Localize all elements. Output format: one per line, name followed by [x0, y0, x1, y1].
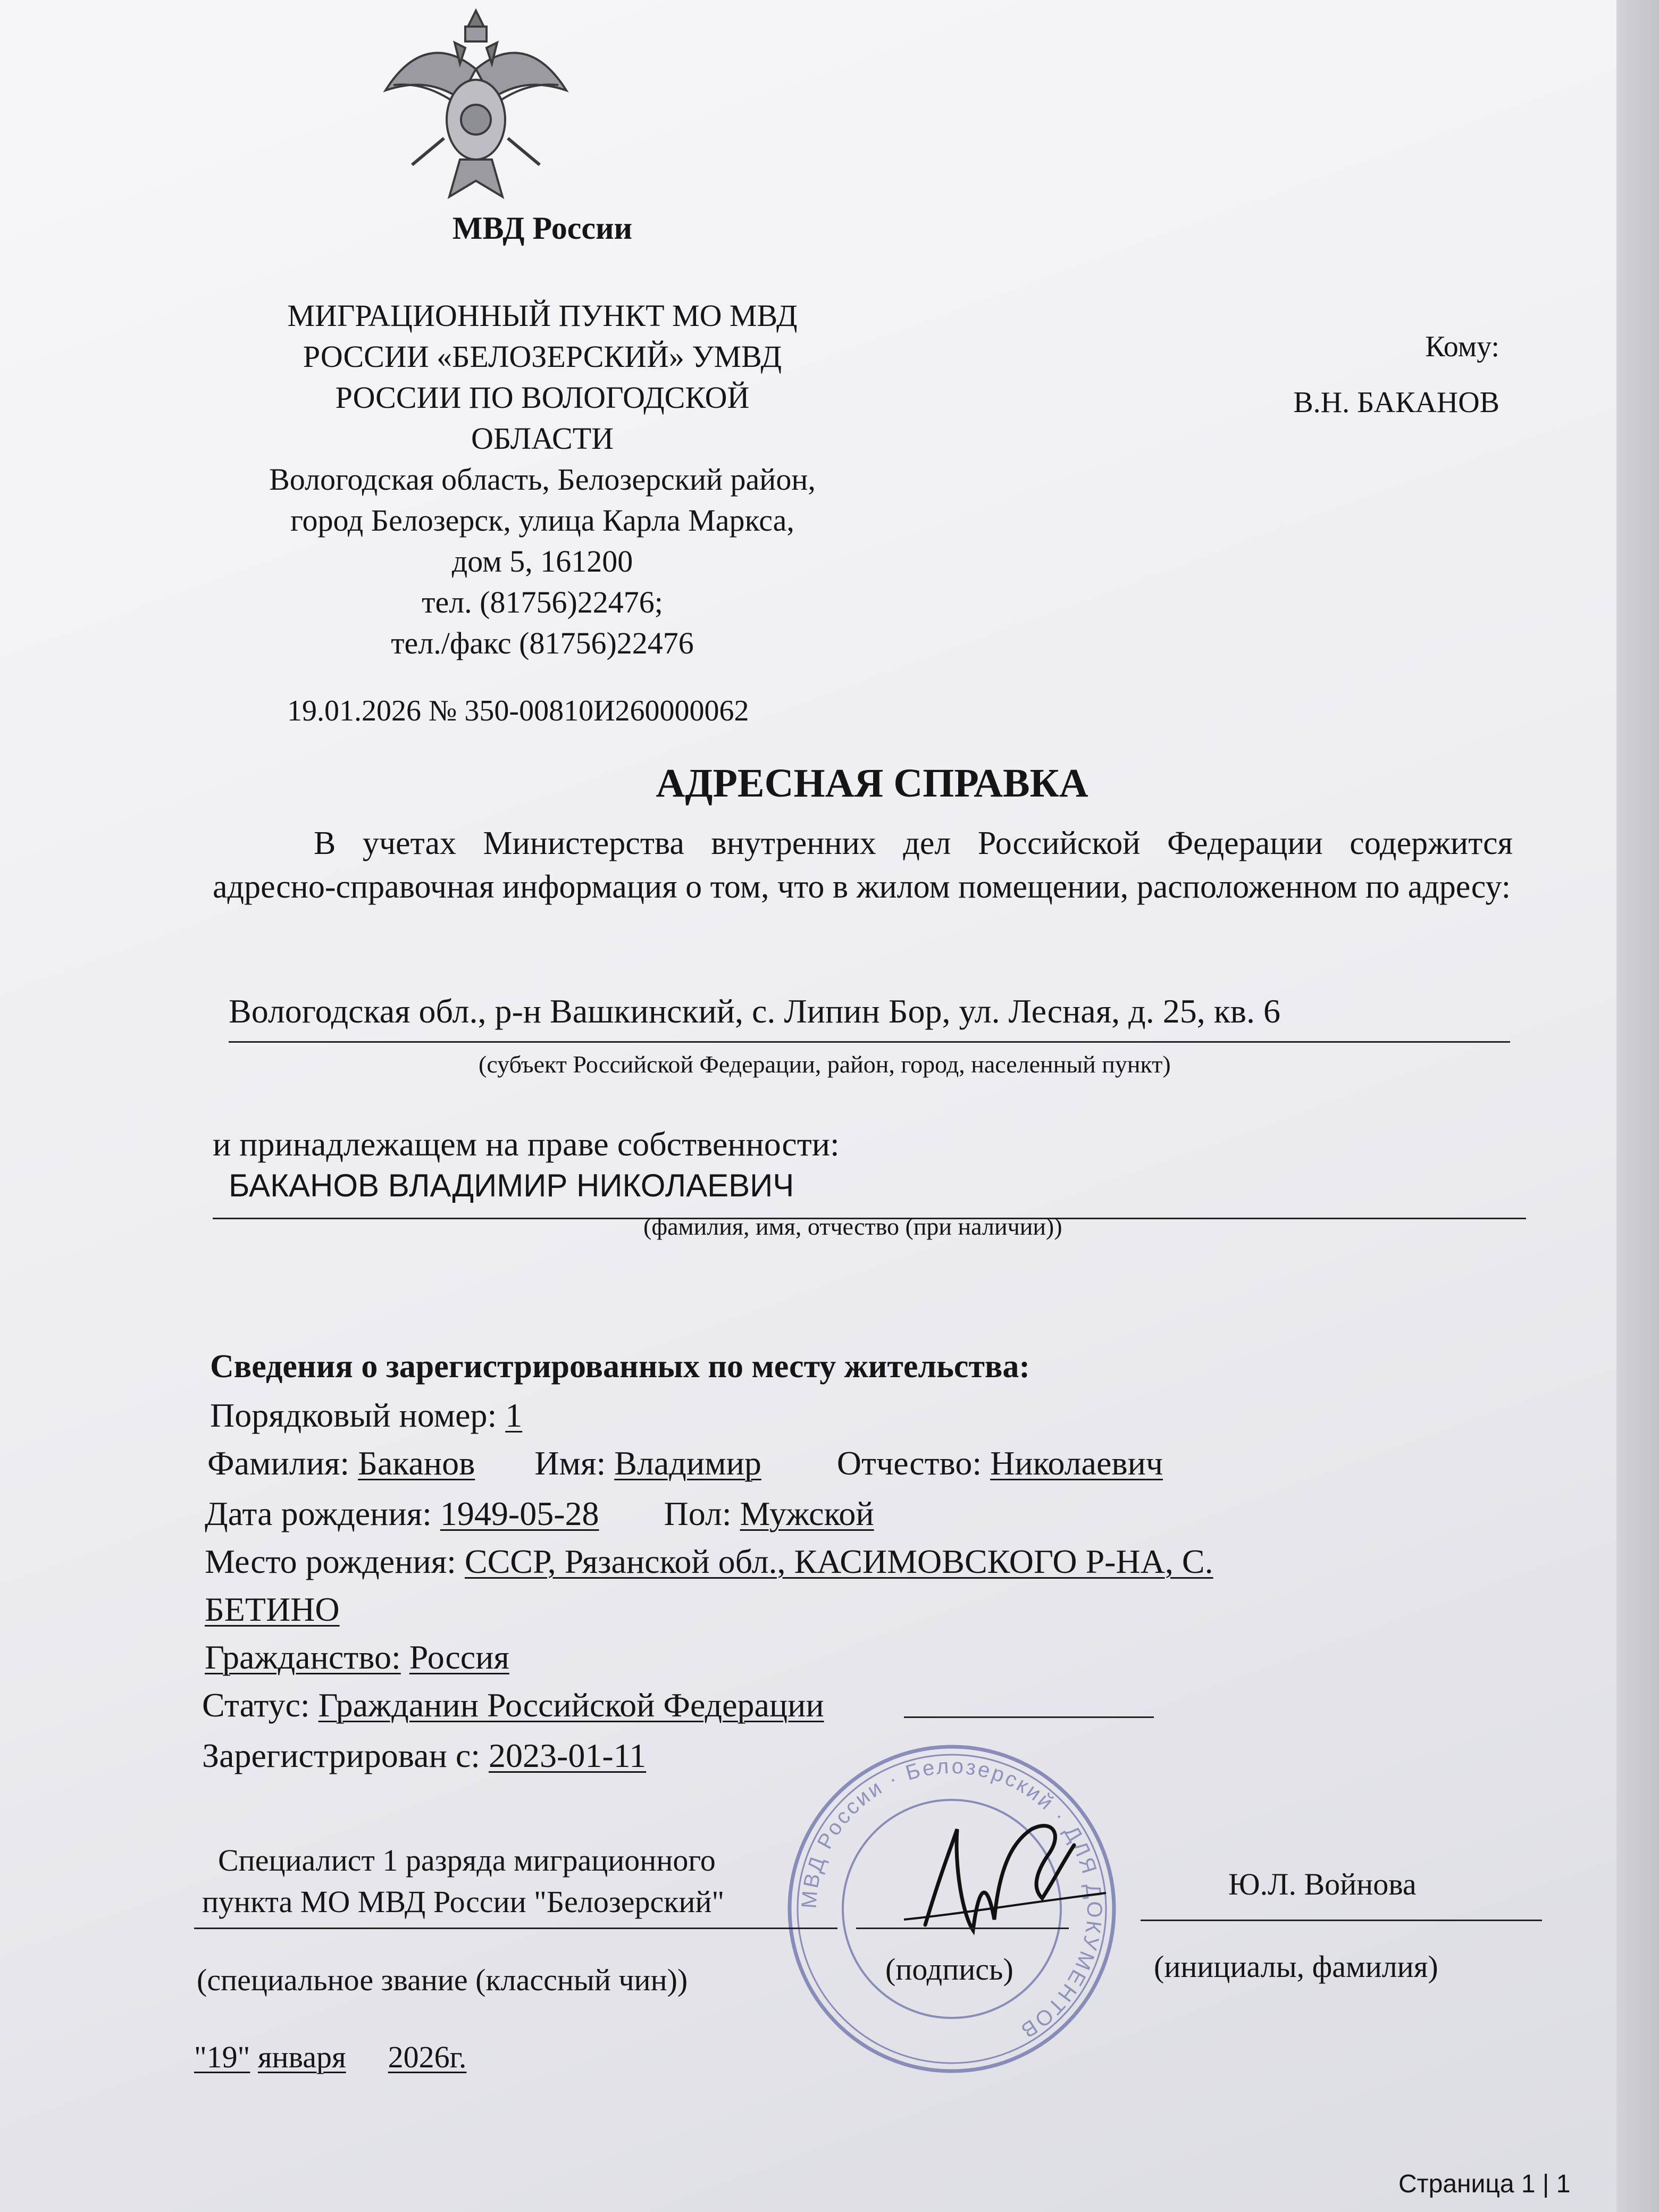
name-caption: (инициалы, фамилия) — [1154, 1949, 1438, 1984]
org-short-name: МВД России — [452, 211, 633, 246]
registered-value: 2023-01-11 — [489, 1737, 647, 1774]
signature-icon — [893, 1797, 1117, 1957]
recipient-label: Кому: — [1425, 330, 1499, 363]
status-underline-tail — [904, 1716, 1154, 1718]
seq-label: Порядковый номер: — [210, 1396, 497, 1434]
address-underline — [229, 1041, 1510, 1043]
citizenship-label: Гражданство: — [205, 1638, 401, 1676]
org-line: ОБЛАСТИ — [471, 421, 614, 456]
patronymic-label: Отчество: — [836, 1444, 982, 1482]
document-title: АДРЕСНАЯ СПРАВКА — [656, 761, 1088, 806]
page-number: Страница 1 | 1 — [1398, 2170, 1571, 2198]
name-underline — [1141, 1920, 1542, 1921]
address-value: Вологодская обл., р-н Вашкинский, с. Липин Бор, ул. Лесная, д. 25, кв. 6 — [229, 992, 1280, 1030]
seq-value: 1 — [505, 1396, 523, 1434]
birthplace-row-2 — [205, 1590, 340, 1629]
intro-paragraph: В учетах Министерства внутренних дел Российской Федерации содержится адресно-справочная информация о том, что в жилом помещении, расположенном по адресу: — [213, 825, 1513, 905]
signer-name: Ю.Л. Войнова — [1228, 1867, 1417, 1901]
org-line: тел./факс (81756)22476 — [391, 626, 694, 660]
ownership-label: и принадлежащем на праве собственности: — [213, 1125, 840, 1163]
org-line: Вологодская область, Белозерский район, — [269, 462, 816, 497]
owner-name: БАКАНОВ ВЛАДИМИР НИКОЛАЕВИЧ — [229, 1168, 794, 1203]
birth-sex-row — [205, 1494, 874, 1534]
fio-row — [207, 1444, 1163, 1483]
signer-position-line: пункта МО МВД России "Белозерский" — [202, 1884, 725, 1919]
citizenship-value: Россия — [409, 1638, 509, 1676]
status-value: Гражданин Российской Федерации — [318, 1686, 824, 1724]
recipient-name: В.Н. БАКАНОВ — [1293, 386, 1499, 419]
birthdate-label: Дата рождения: — [205, 1495, 432, 1532]
registered-row — [202, 1736, 646, 1775]
document-date-number: 19.01.2026 № 350-00810И260000062 — [287, 694, 749, 727]
registered-label: Зарегистрирован с: — [202, 1737, 480, 1774]
patronymic-value: Николаевич — [990, 1444, 1163, 1482]
sex-label: Пол: — [664, 1495, 732, 1532]
birthplace-row — [205, 1542, 1213, 1581]
sex-value: Мужской — [740, 1495, 874, 1532]
issue-date-day: "19" — [194, 2040, 250, 2074]
stamp-ring-text: МВД России · Белозерский · ДЛЯ ДОКУМЕНТОВ — [797, 1754, 1107, 2043]
org-line: тел. (81756)22476; — [422, 585, 663, 619]
surname-label: Фамилия: — [207, 1444, 350, 1482]
issue-date-year: 2026г. — [388, 2040, 467, 2074]
org-address-block — [229, 295, 856, 664]
address-caption: (субъект Российской Федерации, район, город, населенный пункт) — [479, 1051, 1171, 1078]
rank-underline — [194, 1928, 837, 1929]
rank-caption: (специальное звание (классный чин)) — [197, 1963, 688, 1997]
birthdate-value: 1949-05-28 — [440, 1495, 599, 1532]
signature-caption: (подпись) — [885, 1952, 1013, 1987]
signer-position — [202, 1840, 856, 1923]
registration-heading: Сведения о зарегистрированных по месту жительства: — [210, 1348, 1030, 1385]
org-line: РОССИИ ПО ВОЛОГОДСКОЙ — [335, 380, 750, 415]
status-label: Статус: — [202, 1686, 310, 1724]
signer-position-line: Специалист 1 разряда миграционного — [218, 1843, 716, 1878]
name-label: Имя: — [534, 1444, 606, 1482]
birthplace-value: СССР, Рязанской обл., КАСИМОВСКОГО Р-НА, С. — [464, 1543, 1213, 1580]
name-value: Владимир — [614, 1444, 761, 1482]
org-line: МИГРАЦИОННЫЙ ПУНКТ МО МВД — [287, 298, 798, 333]
org-line: дом 5, 161200 — [451, 544, 633, 579]
issue-date — [194, 2039, 466, 2075]
seq-number-row — [210, 1396, 522, 1435]
surname-value: Баканов — [358, 1444, 475, 1482]
birthplace-value-cont: БЕТИНО — [205, 1590, 340, 1628]
citizenship-row — [205, 1638, 509, 1677]
owner-caption: (фамилия, имя, отчество (при наличии)) — [643, 1213, 1062, 1240]
birthplace-label: Место рождения: — [205, 1543, 456, 1580]
signature-underline — [856, 1928, 1069, 1929]
page-edge-shadow — [1616, 0, 1659, 2212]
eagle-emblem-icon — [380, 5, 572, 205]
issue-date-month: января — [257, 2040, 346, 2074]
org-line: РОССИИ «БЕЛОЗЕРСКИЙ» УМВД — [303, 339, 782, 374]
org-line: город Белозерск, улица Карла Маркса, — [290, 503, 794, 538]
status-row — [202, 1686, 824, 1725]
